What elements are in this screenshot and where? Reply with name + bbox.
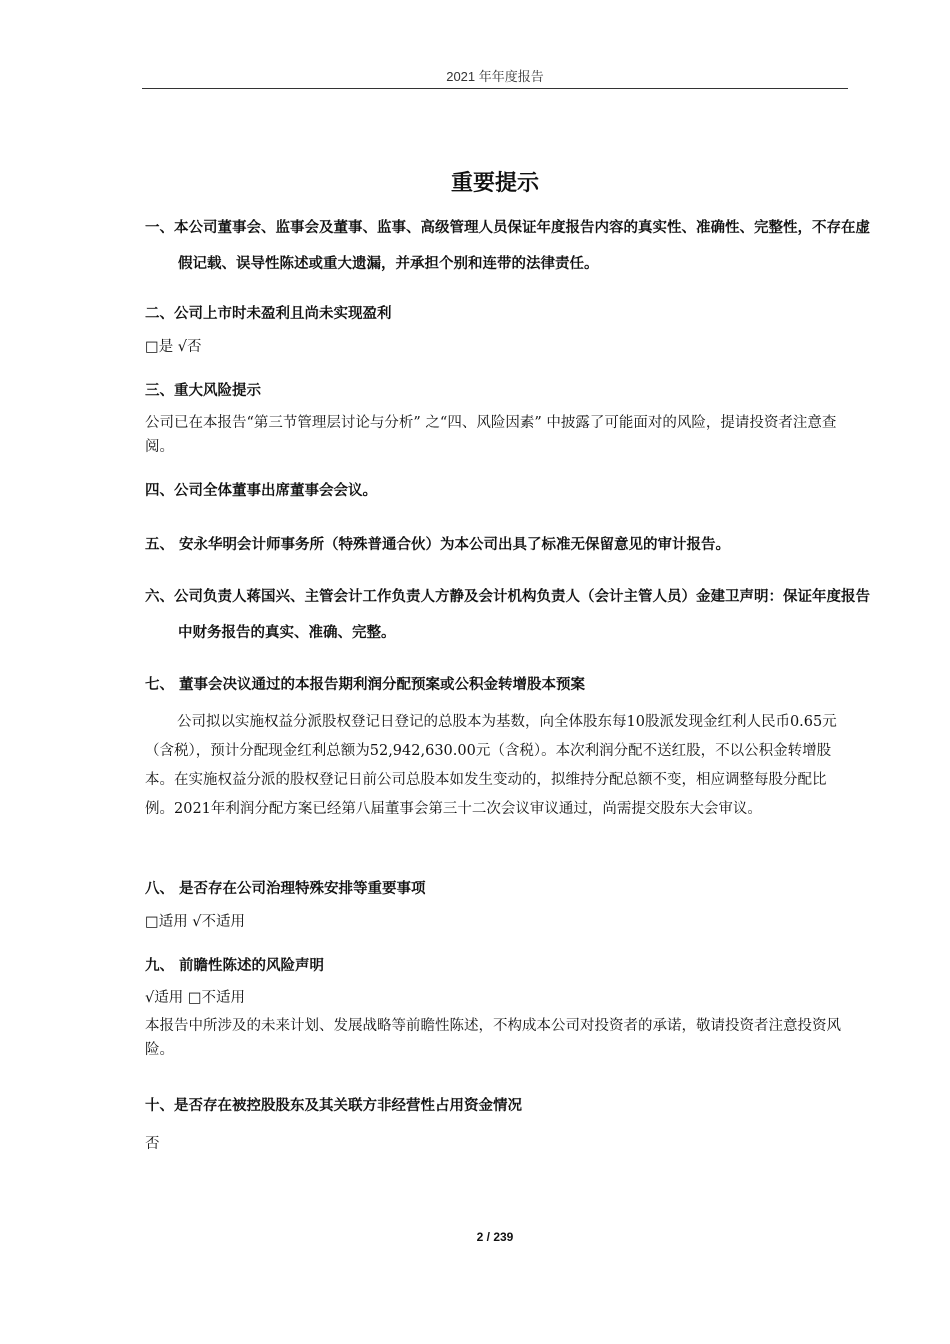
- section-8-heading: 八、 是否存在公司治理特殊安排等重要事项: [145, 881, 426, 897]
- section-10-body: 否: [145, 1136, 160, 1152]
- section-7-body: 公司拟以实施权益分派股权登记日登记的总股本为基数，向全体股东每10股派发现金红利人民币0.65元（含税），预计分配现金红利总额为52,942,630.00元（含税）。本次利润分配不送红股，不以公积金转增股本。在实施权益分派的股权登记日前公司总股本如发生变动的，拟维持分配总额不变，相应调整每股分配比例。2021年利润分配方案已经第八届董事会第三十二次会议审议通过，尚需提交股东大会审议。: [145, 714, 837, 817]
- section-4: 四、公司全体董事出席董事会会议。: [145, 483, 377, 499]
- section-6: 六、公司负责人蒋国兴、主管会计工作负责人方静及会计机构负责人（会计主管人员）金建卫声明：保证年度报告中财务报告的真实、准确、完整。: [145, 589, 870, 641]
- page-title: 重要提示: [450, 171, 539, 196]
- section-8-options: □适用 √不适用: [145, 914, 246, 930]
- section-3-heading: 三、重大风险提示: [145, 383, 261, 399]
- section-10-heading: 十、是否存在被控股股东及其关联方非经营性占用资金情况: [145, 1098, 522, 1114]
- section-9-heading: 九、 前瞻性陈述的风险声明: [145, 958, 325, 974]
- page-header: 2021 年年度报告: [142, 66, 848, 89]
- section-3-body: 公司已在本报告“第三节管理层讨论与分析” 之“四、风险因素” 中披露了可能面对的风险，提请投资者注意查阅。: [145, 415, 837, 455]
- section-1: 一、本公司董事会、监事会及董事、监事、高级管理人员保证年度报告内容的真实性、准确性、完整性，不存在虚假记载、误导性陈述或重大遗漏，并承担个别和连带的法律责任。: [145, 220, 870, 272]
- section-9-body: 本报告中所涉及的未来计划、发展战略等前瞻性陈述，不构成本公司对投资者的承诺，敬请投资者注意投资风险。: [145, 1018, 841, 1058]
- section-2-heading: 二、公司上市时未盈利且尚未实现盈利: [145, 306, 392, 322]
- section-5: 五、 安永华明会计师事务所（特殊普通合伙）为本公司出具了标准无保留意见的审计报告。: [145, 537, 731, 553]
- page-number: 2 / 239: [476, 1230, 514, 1244]
- section-9-options: √适用 □不适用: [145, 990, 246, 1006]
- section-2-options: □是 √否: [145, 339, 202, 355]
- section-7-heading: 七、 董事会决议通过的本报告期利润分配预案或公积金转增股本预案: [145, 677, 586, 693]
